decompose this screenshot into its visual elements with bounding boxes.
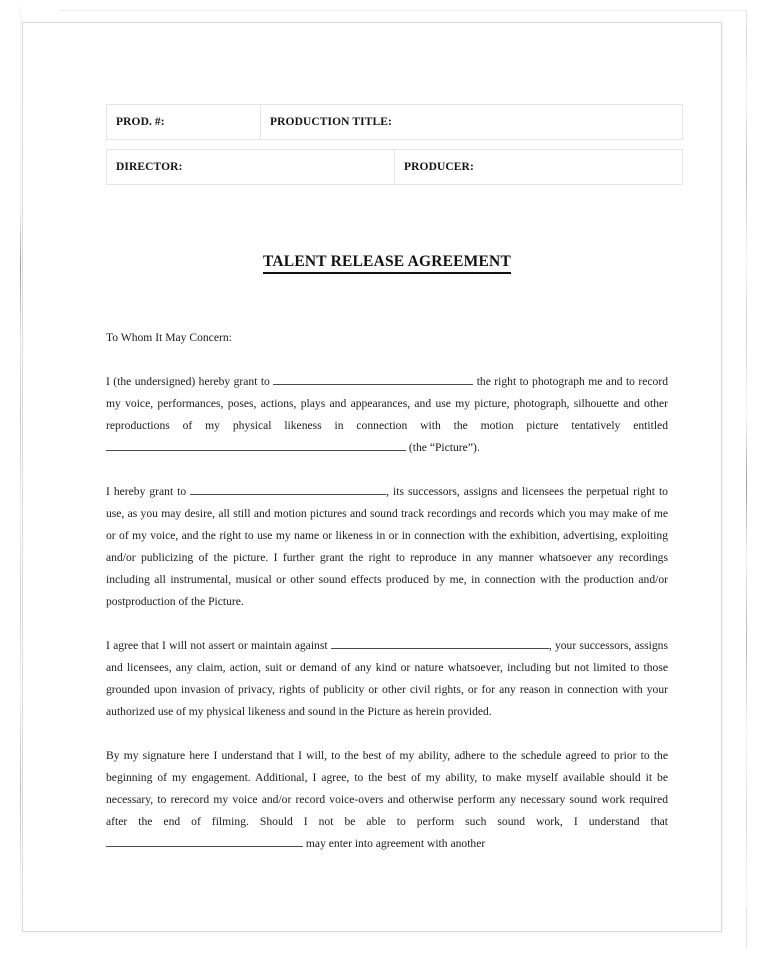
paragraph-grant-photograph: [106, 349, 668, 459]
paragraph-text-after-blank: the right to photograph me and to record my voice, performances, poses, actions, plays and appearances, and use my picture, photograph, silhouette and other reproductions of my physical likeness in connection with the motion picture tentatively entitled: [106, 375, 668, 432]
paragraph-text-before-blank: I agree that I will not assert or maintain against: [106, 639, 328, 652]
table-row: [107, 105, 683, 140]
blank-picture-title-line[interactable]: [106, 439, 406, 451]
production-title-label[interactable]: PRODUCTION TITLE:: [261, 105, 683, 140]
table-row: [107, 150, 683, 185]
blank-grantee-line[interactable]: [273, 373, 473, 385]
blank-grantee-line-2[interactable]: [190, 483, 386, 495]
paragraph-text-after-blank: may enter into agreement with another: [305, 837, 486, 850]
salutation: To Whom It May Concern:: [106, 331, 232, 344]
background-sheet-left: [20, 6, 21, 936]
page-title: [106, 185, 668, 271]
paragraph-text-after-blank: , its successors, assigns and licensees the perpetual right to use, as you may desire, all still and motion pictures and sound track recordings and records which you may make of me or of my voice, and the right to use my name or likeness in or in connection with the exhibition, advertising, exploiting and/or publicizing of the picture. I further grant the right to reproduce in any manner whatsoever any recordings including all instrumental, musical or other sound effects produced by me, in connection with the production and/or postproduction of the Picture.: [106, 485, 668, 608]
paragraph-text-before-blank: I hereby grant to: [106, 485, 187, 498]
paragraph-grant-perpetual-rights: [106, 459, 668, 613]
blank-releasee-line[interactable]: [331, 637, 549, 649]
production-info-table-row-2: [106, 149, 683, 185]
page-content: [106, 23, 668, 855]
prod-number-label[interactable]: PROD. #:: [107, 105, 261, 140]
paragraph-text-before-blank: By my signature here I understand that I will, to the best of my ability, adhere to the schedule agreed to prior to the beginning of my engagement. Additional, I agree, to the best of my ability, to make myself available should it be necessary, to rerecord my voice and/or record voice-overs and otherwise perform any necessary sound work required after the end of filming. Should I not be able to perform such sound work, I understand that: [106, 749, 668, 828]
document-page: [22, 22, 722, 932]
page-title-text: TALENT RELEASE AGREEMENT: [263, 253, 511, 274]
production-info-table-row-1: [106, 104, 683, 140]
paragraph-signature-schedule-adherence: [106, 723, 668, 855]
paragraph-waiver-of-claims: [106, 613, 668, 723]
paragraph-text-after-blank: , your successors, assigns and licensees, any claim, action, suit or demand of any kind or nature whatsoever, including but not limited to those grounded upon invasion of privacy, rights of publicity or other civil rights, or for any reason in connection with your authorized use of my physical likeness and sound in the Picture as herein provided.: [106, 639, 668, 718]
paragraph-text-before-blank: I (the undersigned) hereby grant to: [106, 375, 270, 388]
paragraph-text-after-second-blank: (the “Picture”).: [408, 441, 480, 454]
blank-producer-line[interactable]: [106, 835, 303, 847]
producer-label[interactable]: PRODUCER:: [395, 150, 683, 185]
director-label[interactable]: DIRECTOR:: [107, 150, 395, 185]
